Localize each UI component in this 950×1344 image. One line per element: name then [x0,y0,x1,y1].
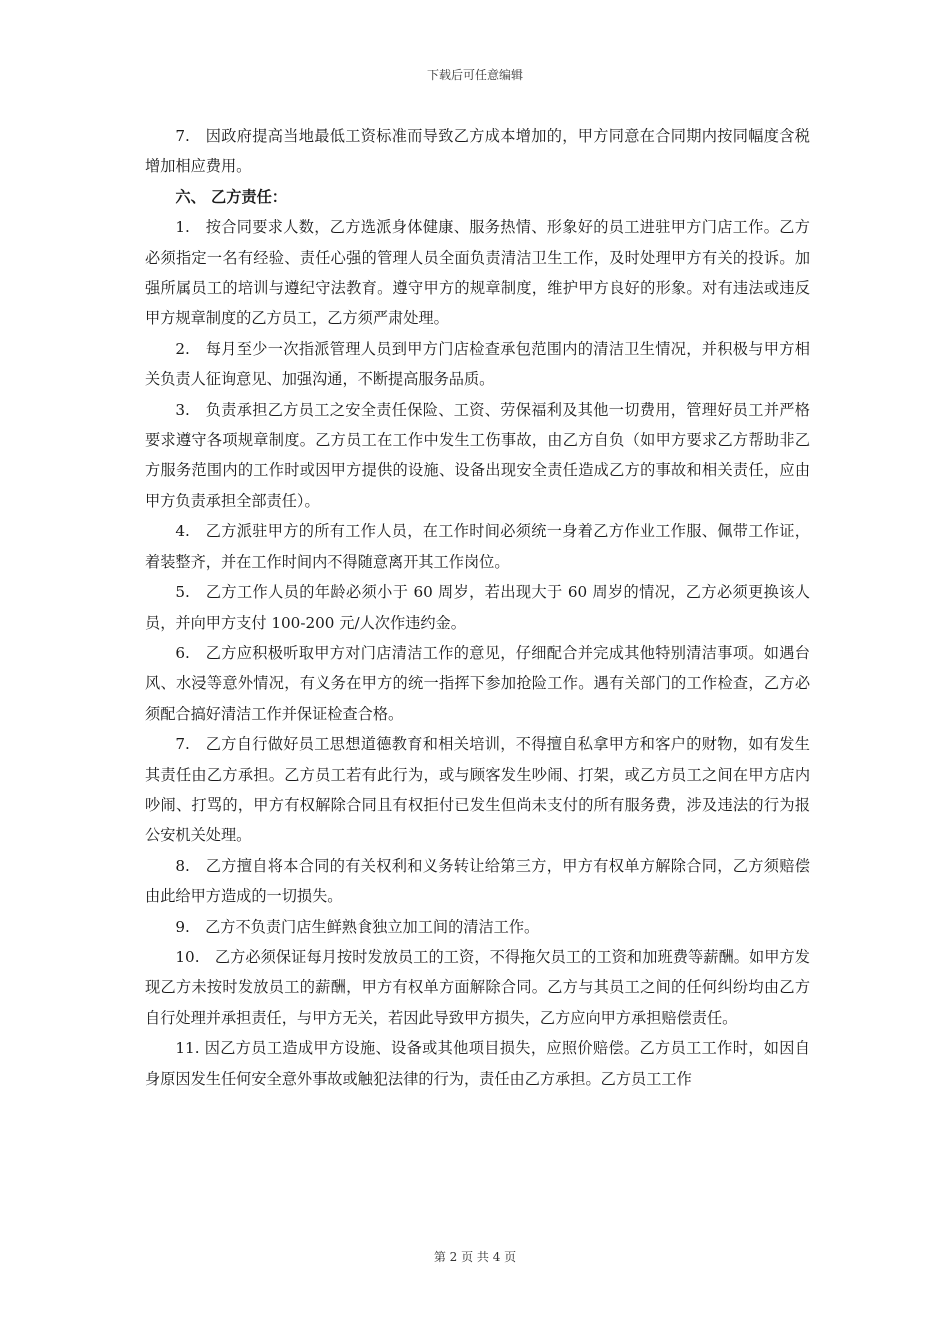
clause-6-cooperation: 6. 乙方应积极听取甲方对门店清洁工作的意见，仔细配合并完成其他特别清洁事项。如遇台风、水浸等意外情况，有义务在甲方的统一指挥下参加抢险工作。遇有关部门的工作检查，乙方必须配合搞好清洁工作并保证检查合格。 [145,643,810,723]
section-heading-party-b-responsibilities: 六、 乙方责任： [175,187,287,206]
clause-1-staffing: 1. 按合同要求人数，乙方选派身体健康、服务热情、形象好的员工进驻甲方门店工作。乙方必须指定一名有经验、责任心强的管理人员全面负责清洁卫生工作，及时处理甲方有关的投诉。加强所属员工的培训与遵纪守法教育。遵守甲方的规章制度，维护甲方良好的形象。对有违法或违反甲方规章制度的乙方员工，乙方须严肃处理。 [145,218,810,328]
clause-3-insurance: 3. 负责承担乙方员工之安全责任保险、工资、劳保福利及其他一切费用，管理好员工并严格要求遵守各项规章制度。乙方员工在工作中发生工伤事故，由乙方自负（如甲方要求乙方帮助非乙方服务范围内的工作时或因甲方提供的设施、设备出现安全责任造成乙方的事故和相关责任，应由甲方负责承担全部责任）。 [145,400,810,510]
clause-2-inspection: 2. 每月至少一次指派管理人员到甲方门店检查承包范围内的清洁卫生情况，并积极与甲方相关负责人征询意见、加强沟通，不断提高服务品质。 [145,339,810,389]
clause-10-wages: 10. 乙方必须保证每月按时发放员工的工资，不得拖欠员工的工资和加班费等薪酬。如甲方发现乙方未按时发放员工的薪酬，甲方有权单方面解除合同。乙方与其员工之间的任何纠纷均由乙方自行处理并承担责任，与甲方无关，若因此导致甲方损失，乙方应向甲方承担赔偿责任。 [145,947,810,1027]
clause-7-conduct: 7. 乙方自行做好员工思想道德教育和相关培训，不得擅自私拿甲方和客户的财物，如有发生其责任由乙方承担。乙方员工若有此行为，或与顾客发生吵闹、打架，或乙方员工之间在甲方店内吵闹、打骂的，甲方有权解除合同且有权拒付已发生但尚未支付的所有服务费，涉及违法的行为报公安机关处理。 [145,735,810,845]
document-body [145,121,810,1094]
clause-7-min-wage: 7. 因政府提高当地最低工资标准而导致乙方成本增加的，甲方同意在合同期内按同幅度含税增加相应费用。 [145,127,810,176]
clause-4-uniform: 4. 乙方派驻甲方的所有工作人员，在工作时间必须统一身着乙方作业工作服、佩带工作证，着装整齐，并在工作时间内不得随意离开其工作岗位。 [145,522,810,571]
clause-5-age-limit: 5. 乙方工作人员的年龄必须小于 60 周岁，若出现大于 60 周岁的情况，乙方必须更换该人员，并向甲方支付 100-200 元/人次作违约金。 [145,583,810,632]
clause-8-transfer: 8. 乙方擅自将本合同的有关权利和义务转让给第三方，甲方有权单方解除合同，乙方须赔偿由此给甲方造成的一切损失。 [145,856,810,906]
clause-11-damages: 11. 因乙方员工造成甲方设施、设备或其他项目损失，应照价赔偿。乙方员工工作时，如因自身原因发生任何安全意外事故或触犯法律的行为，责任由乙方承担。乙方员工工作 [145,1039,810,1088]
clause-9-exclusion: 9. 乙方不负责门店生鲜熟食独立加工间的清洁工作。 [175,917,540,936]
page-number: 第 2 页 共 4 页 [433,1250,517,1264]
header-note: 下载后可任意编辑 [426,68,523,82]
